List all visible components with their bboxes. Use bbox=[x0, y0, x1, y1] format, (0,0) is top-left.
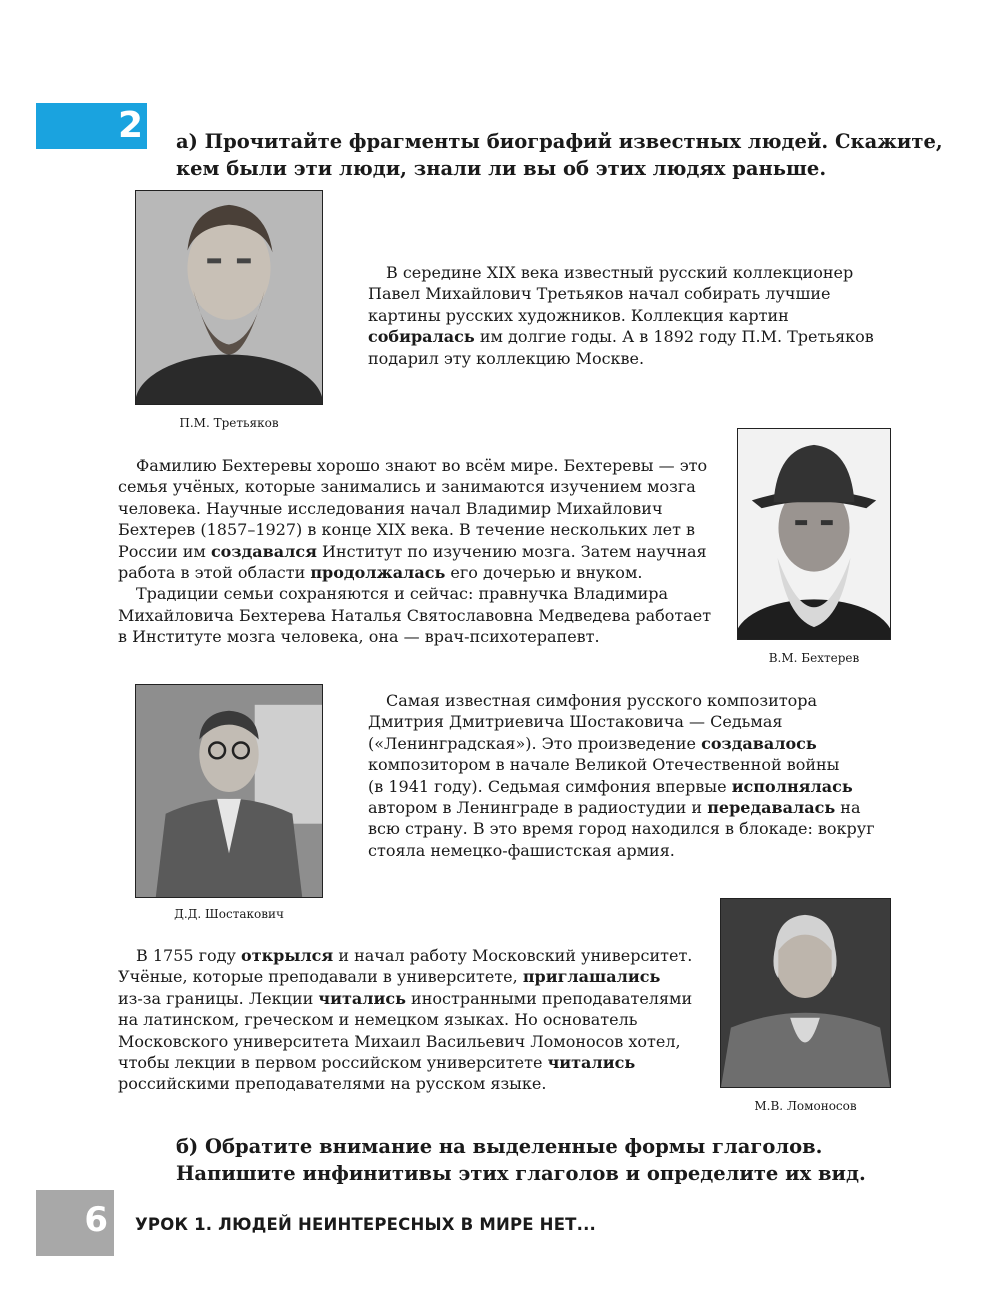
shostakovich-line: Дмитрия Дмитриевича Шостаковича — Седьмая bbox=[368, 712, 783, 732]
text-lomonosov bbox=[118, 945, 713, 1095]
tretyakov-line: В середине XIX века известный русский коллекционер bbox=[386, 263, 854, 282]
bekhterev-line: России им создавался Институт по изучению мозга. Затем научная bbox=[118, 541, 707, 561]
lomonosov-line: В 1755 году открылся и начал работу Московский университет. bbox=[136, 946, 693, 965]
shostakovich-line: всю страну. В это время город находился в блокаде: вокруг bbox=[368, 819, 875, 839]
heading-b-line2: Напишите инфинитивы этих глаголов и определите их вид. bbox=[176, 1162, 866, 1185]
portrait-lomonosov-image bbox=[721, 899, 890, 1087]
heading-a-line1: а) Прочитайте фрагменты биографий известных людей. Скажите, bbox=[176, 130, 943, 153]
highlighted-verb: исполнялась bbox=[731, 776, 853, 796]
highlighted-verb: создавался bbox=[210, 541, 317, 561]
task-heading-a bbox=[176, 128, 976, 182]
bekhterev-line: Бехтерев (1857–1927) в конце XIX века. В течение нескольких лет в bbox=[118, 520, 696, 540]
bekhterev-line: семья учёных, которые занимались и занимаются изучением мозга bbox=[118, 477, 696, 497]
highlighted-verb: передавалась bbox=[707, 798, 836, 818]
bekhterev-line: работа в этой области продолжалась его дочерью и внуком. bbox=[118, 563, 643, 583]
bekhterev-line: Традиции семьи сохраняются и сейчас: правнучка Владимира bbox=[136, 584, 669, 604]
shostakovich-line: автором в Ленинграде в радиостудии и передавалась на bbox=[368, 798, 861, 818]
shostakovich-line: (в 1941 году). Седьмая симфония впервые исполнялась bbox=[368, 776, 853, 796]
tretyakov-line: картины русских художников. Коллекция картин bbox=[368, 305, 789, 325]
shostakovich-line: композитором в начале Великой Отечественной войны bbox=[368, 755, 840, 775]
lomonosov-line: Учёные, которые преподавали в университете, приглашались bbox=[118, 967, 661, 987]
tretyakov-line: собиралась им долгие годы. А в 1892 году П.М. Третьяков bbox=[368, 327, 874, 347]
lomonosov-line: чтобы лекции в первом российском университете читались bbox=[118, 1053, 636, 1073]
lomonosov-line: на латинском, греческом и немецком языках. Но основатель bbox=[118, 1010, 638, 1030]
tretyakov-line: Павел Михайлович Третьяков начал собирать лучшие bbox=[368, 284, 831, 304]
caption-tretyakov: П.М. Третьяков bbox=[179, 416, 279, 430]
task-heading-b bbox=[176, 1133, 976, 1187]
task-number-badge bbox=[36, 103, 147, 149]
lomonosov-line: Московского университета Михаил Васильевич Ломоносов хотел, bbox=[118, 1031, 681, 1051]
portrait-bekhterev bbox=[737, 428, 891, 640]
lesson-title: УРОК 1. ЛЮДЕЙ НЕИНТЕРЕСНЫХ В МИРЕ НЕТ... bbox=[135, 1215, 597, 1234]
heading-a-line2: кем были эти люди, знали ли вы об этих людях раньше. bbox=[176, 157, 827, 180]
bekhterev-line: Фамилию Бехтеревы хорошо знают во всём мире. Бехтеревы — это bbox=[136, 456, 708, 475]
text-shostakovich bbox=[368, 690, 908, 861]
caption-shostakovich: Д.Д. Шостакович bbox=[174, 907, 284, 921]
caption-lomonosov: М.В. Ломоносов bbox=[754, 1099, 857, 1113]
highlighted-verb: продолжалась bbox=[310, 563, 446, 583]
highlighted-verb: создавалось bbox=[701, 733, 817, 753]
heading-b-line1: б) Обратите внимание на выделенные формы глаголов. bbox=[176, 1135, 823, 1158]
page-number-badge bbox=[36, 1190, 114, 1256]
task-number: 2 bbox=[117, 105, 143, 146]
bekhterev-line: Михайловича Бехтерева Наталья Святославовна Медведева работает bbox=[118, 605, 712, 625]
highlighted-verb: читались bbox=[318, 988, 406, 1008]
portrait-shostakovich-image bbox=[136, 685, 322, 897]
text-bekhterev bbox=[118, 455, 733, 648]
highlighted-verb: открылся bbox=[241, 946, 334, 965]
text-tretyakov bbox=[368, 262, 908, 369]
highlighted-verb: читались bbox=[547, 1053, 636, 1073]
portrait-bekhterev-image bbox=[738, 429, 890, 639]
caption-bekhterev: В.М. Бехтерев bbox=[768, 651, 860, 665]
bekhterev-line: в Институте мозга человека, она — врач-психотерапевт. bbox=[118, 627, 600, 647]
highlighted-verb: собиралась bbox=[368, 327, 475, 347]
shostakovich-line: стояла немецко-фашистская армия. bbox=[368, 840, 675, 860]
page-number: 6 bbox=[84, 1200, 108, 1240]
tretyakov-line: подарил эту коллекцию Москве. bbox=[368, 348, 645, 368]
portrait-tretyakov-image bbox=[136, 191, 322, 404]
lomonosov-line: российскими преподавателями на русском языке. bbox=[118, 1074, 547, 1094]
portrait-tretyakov bbox=[135, 190, 323, 405]
shostakovich-line: Самая известная симфония русского композитора bbox=[386, 691, 818, 710]
shostakovich-line: («Ленинградская»). Это произведение создавалось bbox=[368, 733, 817, 753]
highlighted-verb: приглашались bbox=[522, 967, 661, 987]
bekhterev-line: человека. Научные исследования начал Владимир Михайлович bbox=[118, 498, 663, 518]
portrait-shostakovich bbox=[135, 684, 323, 898]
lomonosov-line: из-за границы. Лекции читались иностранными преподавателями bbox=[118, 988, 693, 1008]
portrait-lomonosov bbox=[720, 898, 891, 1088]
